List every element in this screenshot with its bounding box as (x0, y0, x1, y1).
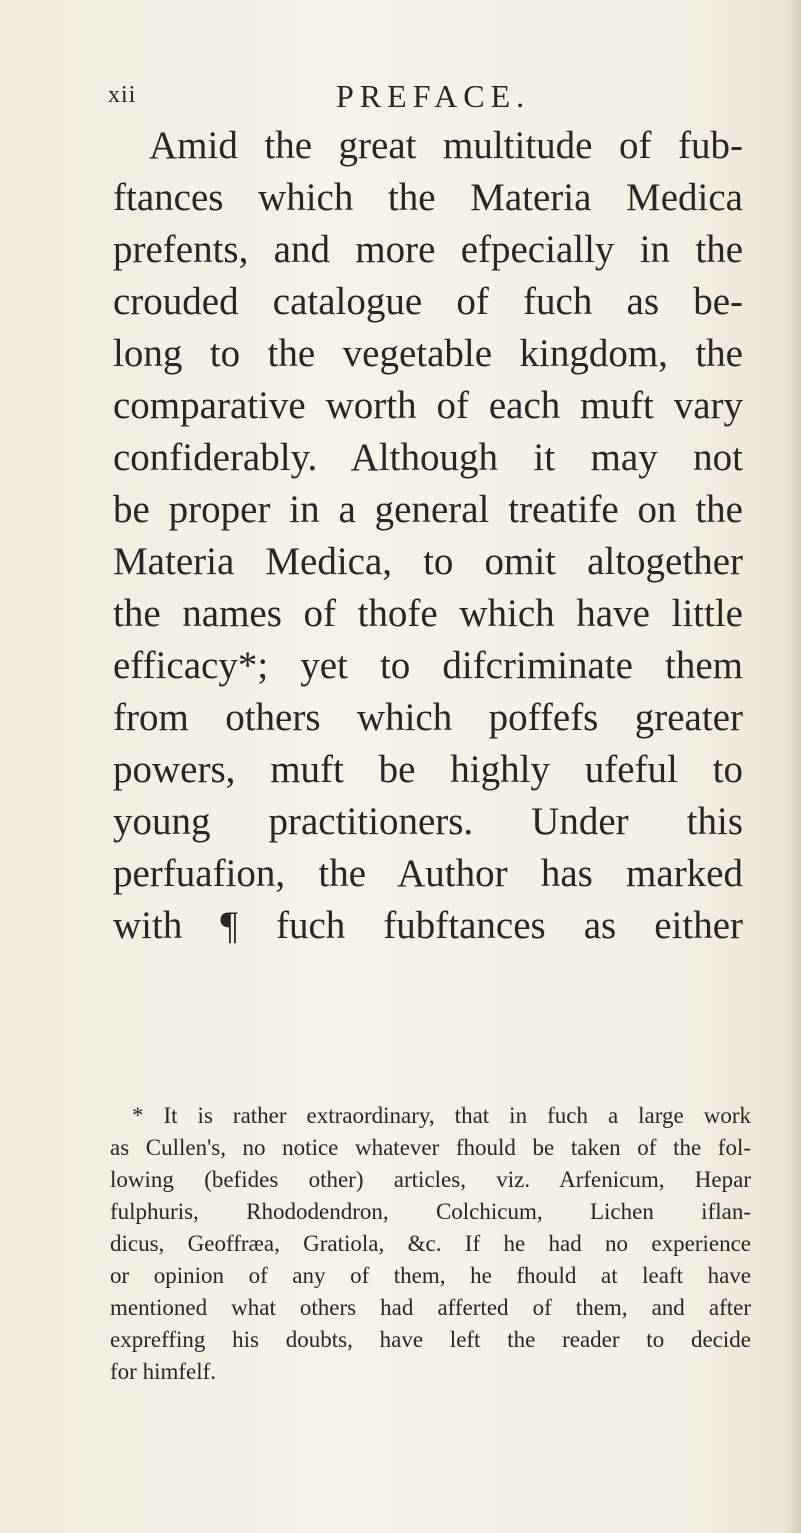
body-line: with ¶ fuch fubftances as either (113, 904, 743, 947)
body-line: comparative worth of each muft vary (113, 384, 743, 427)
body-line: Materia Medica, to omit altogether (113, 540, 743, 583)
footnote-line: * It is rather extraordinary, that in fuch a large work (132, 1103, 751, 1128)
footnote-line: fulphuris, Rhododendron, Colchicum, Lichen iflan- (110, 1199, 751, 1224)
footnote-line: expreffing his doubts, have left the reader to decide (110, 1327, 751, 1352)
page-number: xii (108, 82, 137, 108)
body-line: Amid the great multitude of fub- (149, 124, 743, 167)
footnote-line: dicus, Geoffræa, Gratiola, &c. If he had no experience (110, 1231, 751, 1256)
page-edge-shadow (787, 0, 801, 1533)
body-line: long to the vegetable kingdom, the (113, 332, 743, 375)
footnote-line: for himfelf. (110, 1359, 217, 1384)
body-line: perfuafion, the Author has marked (113, 852, 743, 895)
body-paragraph (113, 120, 743, 952)
body-line: crouded catalogue of fuch as be- (113, 280, 743, 323)
body-line: ftances which the Materia Medica (113, 176, 743, 219)
footnote-line: or opinion of any of them, he fhould at leaft have (110, 1263, 751, 1288)
body-line: confiderably. Although it may not (113, 436, 743, 479)
body-line: be proper in a general treatife on the (113, 488, 743, 531)
footnote-line: as Cullen's, no notice whatever fhould be taken of the fol- (110, 1135, 751, 1160)
body-line: efficacy*; yet to difcriminate them (113, 644, 743, 687)
footnote-line: lowing (befides other) articles, viz. Arfenicum, Hepar (110, 1167, 751, 1192)
body-line: prefents, and more efpecially in the (113, 228, 743, 271)
body-line: the names of thofe which have little (113, 592, 743, 635)
body-line: from others which poffefs greater (113, 696, 743, 739)
footnote (110, 1100, 751, 1388)
footnote-line: mentioned what others had afferted of them, and after (110, 1295, 751, 1320)
running-head: PREFACE. (336, 78, 531, 114)
body-line: powers, muft be highly ufeful to (113, 748, 743, 791)
page-header (0, 78, 801, 118)
body-line: young practitioners. Under this (113, 800, 743, 843)
